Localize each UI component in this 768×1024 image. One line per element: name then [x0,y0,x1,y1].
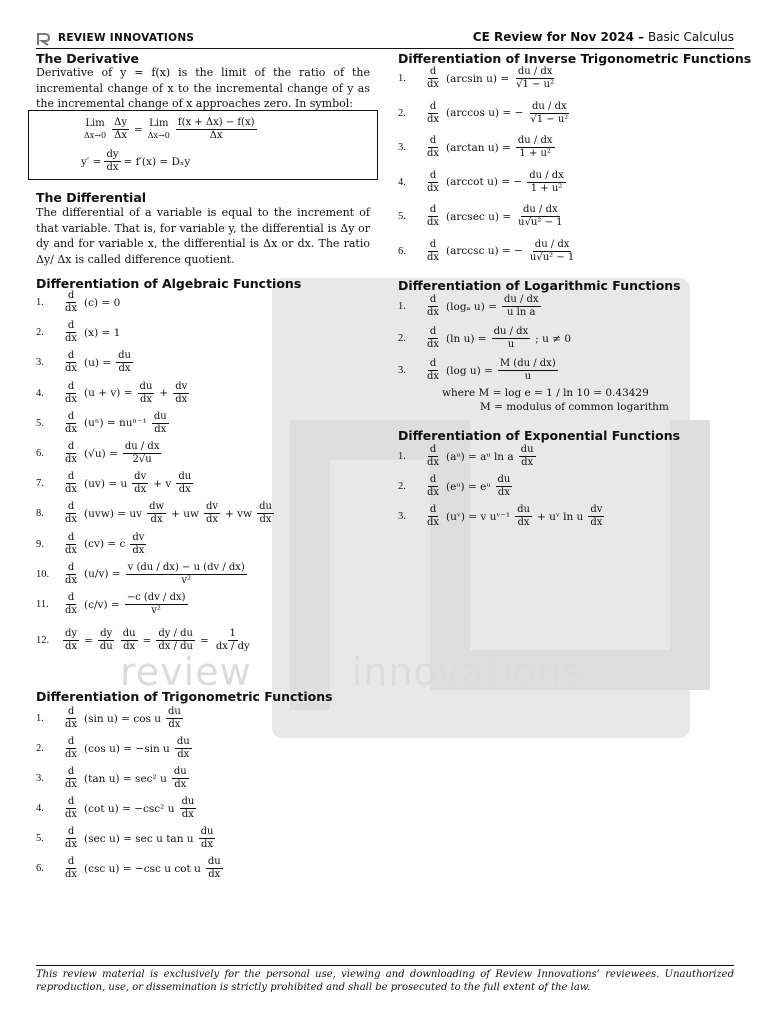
formula-row: 6. $\frac{d}{dx}$ (arccsc u) = − $\frac{du / dx}{\text{u√u² − 1}}$ [398,238,575,263]
derivative-definition-box [28,110,378,180]
formula-row: 5. $\frac{d}{dx}$ (sec u) = sec u tan u $\frac{du}{dx}$ [36,826,214,850]
formula-row: 12. $\frac{dy}{dx}$ = $\frac{dy}{du}$ $\frac{du}{dx}$ = $\frac{dy / du}{dx / du}$ = $\frac{1}{dx / dy}$ [36,628,250,652]
formula-row: 1. $\frac{d}{dx}$ (sin u) = cos u $\frac{du}{dx}$ [36,706,181,730]
formula-row: 3. $\frac{d}{dx}$ (arctan u) = $\frac{du / dx}{\text{1 + u²}}$ [398,135,553,159]
page-header [36,30,734,49]
formula-row: 10. $\frac{d}{dx}$ (u/v) = $\frac{v (du / dx) - u (dv / dx)}{\text{v²}}$ [36,561,245,586]
differential-heading: The Differential [36,190,147,205]
formula-row: 3. $\frac{d}{dx}$ (log u) = $\frac{M (du / dx)}{u}$ [398,358,556,382]
differential-text: The differential of a variable is equal to the increment of that variable. That is, for variable y, the differential is Δy or dy and for variable x, the differential is Δx or dx. The ratio Δy/ Δx is called difference quotient. [36,206,370,266]
review-innovations-logo-icon [36,31,54,47]
derivative-text: Derivative of y = f(x) is the limit of the ratio of the incremental change of x to the incremental change of y as the incremental change of x approaches zero. In symbol: [36,66,370,110]
formula-row: 8. $\frac{d}{dx}$ (uvw) = uv $\frac{dw}{dx}$ + uw $\frac{dv}{dx}$ + vw $\frac{du}{dx}$ [36,501,272,526]
brand-name: REVIEW INNOVATIONS [58,32,195,44]
formula-row: 5. $\frac{d}{dx}$ (arcsec u) = $\frac{du / dx}{\text{u√u² − 1}}$ [398,204,563,228]
formula-row: 7. $\frac{d}{dx}$ (uv) = u $\frac{dv}{dx}$ + v $\frac{du}{dx}$ [36,471,192,496]
derivative-heading: The Derivative [36,51,140,66]
formula-row: 6. $\frac{d}{dx}$ (csc u) = −csc u cot u $\frac{du}{dx}$ [36,856,221,880]
formula-row: 1. $\frac{d}{dx}$ (aᵘ) = aᵘ ln a $\frac{du}{dx}$ [398,444,534,468]
footer-disclaimer: This review material is exclusively for the personal use, viewing and downloading of Review Innovations’ reviewees. Unauthorized reproduction, use, or dissemination is strictly prohibited and shall be prosecuted to the full extent of the law. [36,965,734,994]
formula-row: 11. $\frac{d}{dx}$ (c/v) = $\frac{-c (dv / dx)}{\text{v²}}$ [36,592,186,616]
formula-row: 3. $\frac{d}{dx}$ (tan u) = sec² u $\frac{du}{dx}$ [36,766,187,790]
watermark-text: review innovations [120,650,584,694]
formula-row: 2. $\frac{d}{dx}$ (eᵘ) = eᵘ $\frac{du}{dx}$ [398,474,511,498]
inverse-trig-heading: Differentiation of Inverse Trigonometric Functions [398,51,752,66]
formula-row: 3. $\frac{d}{dx}$ (uᵛ) = v uᵛ⁻¹ $\frac{du}{dx}$ + uᵛ ln u $\frac{dv}{dx}$ [398,504,603,528]
formula-row: 3. $\frac{d}{dx}$ (u) = $\frac{du}{dx}$ [36,350,131,375]
course-title: CE Review for Nov 2024 – Basic Calculus [472,30,734,44]
log-modulus-line: M = modulus of common logarithm [480,401,669,413]
log-heading: Differentiation of Logarithmic Functions [398,278,681,293]
formula-row: 5. $\frac{d}{dx}$ (uⁿ) = nuⁿ⁻¹ $\frac{du}{dx}$ [36,410,167,435]
algebraic-heading: Differentiation of Algebraic Functions [36,276,302,291]
formula-row: 9. $\frac{d}{dx}$ (cv) = c $\frac{dv}{dx}$ [36,531,145,556]
derivative-notation: y′ = $\frac{dy}{dx}$ = f′(x) = Dₓy [81,149,191,173]
limit-definition: Lim Δx→0 $\frac{\Delta y}{\Delta x}$ = Lim Δx→0 $\frac{f(x + \Delta x) - f(x)}{\Delta x}$ [84,117,255,141]
formula-row: 2. $\frac{d}{dx}$ (x) = 1 [36,320,121,345]
formula-row: 2. $\frac{d}{dx}$ (cos u) = −sin u $\frac{du}{dx}$ [36,736,190,760]
exp-heading: Differentiation of Exponential Functions [398,428,681,443]
formula-row: 4. $\frac{d}{dx}$ (arccot u) = − $\frac{du / dx}{\text{1 + u²}}$ [398,169,564,194]
formula-row: 1. $\frac{d}{dx}$ (logₐ u) = $\frac{du / dx}{\text{u ln a}}$ [398,294,539,318]
formula-row: 4. $\frac{d}{dx}$ (cot u) = −csc² u $\frac{du}{dx}$ [36,796,195,820]
formula-row: 6. $\frac{d}{dx}$ (√u) = $\frac{du / dx}{2√u}$ [36,441,160,465]
log-where-line: where M = log e = 1 / ln 10 = 0.43429 [442,387,649,399]
formula-row: 1. $\frac{d}{dx}$ (arcsin u) = $\frac{du / dx}{\text{√1 − u²}}$ [398,66,555,90]
formula-row: 2. $\frac{d}{dx}$ (ln u) = $\frac{du / dx}{u}$ ; u ≠ 0 [398,326,572,350]
formula-row: 2. $\frac{d}{dx}$ (arccos u) = − $\frac{du / dx}{\text{√1 − u²}}$ [398,100,569,125]
formula-row: 4. $\frac{d}{dx}$ (u + v) = $\frac{du}{dx}$ + $\frac{dv}{dx}$ [36,380,188,405]
trig-heading: Differentiation of Trigonometric Functions [36,689,333,704]
formula-row: 1. $\frac{d}{dx}$ (c) = 0 [36,290,121,314]
